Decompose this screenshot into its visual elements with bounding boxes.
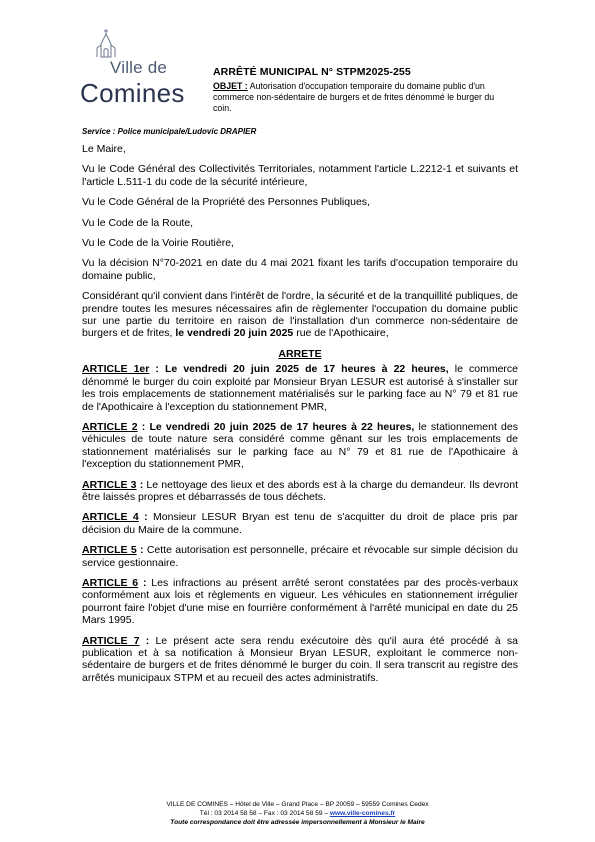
vu-paragraph: Vu le Code Général des Collectivités Territoriales, notamment l'article L.2212-1 et suivants et l'article L.511-1 du code de la sécurité intérieure,	[82, 163, 518, 188]
article-6	[82, 577, 518, 627]
vu-paragraph: Vu le Code Général de la Propriété des Personnes Publiques,	[82, 196, 370, 209]
article-text: Cette autorisation est personnelle, précaire et révocable sur simple décision du service gestionnaire.	[82, 544, 518, 569]
article-text: Les infractions au présent arrêté seront constatées par des procès-verbaux conformément aux lois et règlements en vigueur. Les véhicules en stationnement irrégulier pourront faire l'objet d'une mise en fourrière conformément à l'arrêté municipal en date du 25 Mars 1995.	[82, 576, 518, 627]
objet-label: OBJET :	[213, 81, 248, 91]
article-bold-text: Le vendredi 20 juin 2025 de 17 heures à 22 heures,	[165, 363, 449, 376]
article-7	[82, 635, 518, 685]
intro-line: Le Maire,	[82, 143, 126, 155]
article-sep: :	[136, 544, 147, 557]
article-1	[82, 363, 518, 413]
document-header	[213, 66, 513, 114]
vu-paragraph: Vu la décision N°70-2021 en date du 4 mai 2021 fixant les tarifs d'occupation temporaire du domaine public,	[82, 257, 518, 282]
article-sep: :	[139, 634, 156, 647]
footer-contact	[100, 809, 495, 818]
service-line: Service : Police municipale/Ludovic DRAPIER	[82, 127, 257, 136]
document-footer	[100, 800, 495, 827]
article-label: ARTICLE 2	[82, 420, 138, 433]
article-label: ARTICLE 1er	[82, 363, 150, 376]
article-4	[82, 511, 518, 536]
vu-paragraph: Vu le Code de la Route,	[82, 216, 194, 229]
website-link[interactable]: www.ville-comines.fr	[329, 810, 396, 817]
footer-note: Toute correspondance doit être adressée impersonnellement à Monsieur le Maire	[170, 819, 425, 826]
footer-address: VILLE DE COMINES – Hôtel de Ville – Grand Place – BP 20059 – 59559 Comines Cedex	[166, 801, 429, 808]
footer-phone-fax: Tél : 03 2014 58 58 – Fax : 03 2014 58 59 –	[199, 810, 330, 817]
article-text: Le nettoyage des lieux et des abords est à la charge du demandeur. Ils devront être laissés propres et débarrassés de tous déchets.	[82, 478, 518, 503]
article-text: Monsieur LESUR Bryan est tenu de s'acquitter du droit de place pris par décision du Maire de la commune.	[82, 511, 518, 536]
document-title: ARRÊTÉ MUNICIPAL N° STPM2025-255	[213, 66, 411, 78]
article-text: le stationnement des véhicules de toute nature sera considéré comme gênant sur les trois emplacements de stationnement matérialisés sur le parking face au N° 79 et 81 rue de l'Apothicaire à l'exception du stationnement PMR,	[82, 420, 518, 471]
logo-ville-text: Ville de	[110, 58, 168, 77]
article-sep: :	[136, 478, 147, 491]
article-label: ARTICLE 3	[82, 478, 137, 491]
church-icon	[95, 28, 117, 58]
considerant-text: Considérant qu'il convient dans l'intérêt de l'ordre, la sécurité et de la tranquillité publiques, de prendre toutes les mesures nécessaires afin de règlementer l'occupation du domaine public sur une partie du territoire en raison de l'installation d'un commerce non-sédentaire de burgers et de frites,	[82, 290, 518, 340]
vu-paragraph: Vu le Code de la Voirie Routière,	[82, 237, 234, 250]
article-sep: :	[137, 420, 150, 433]
article-label: ARTICLE 6	[82, 576, 139, 589]
article-label: ARTICLE 5	[82, 544, 137, 557]
article-sep: :	[149, 363, 165, 376]
considerant-paragraph	[82, 290, 518, 340]
considerant-date: le vendredi 20 juin 2025	[172, 327, 294, 340]
logo-comines-text: Comines	[80, 78, 185, 108]
article-sep: :	[138, 576, 152, 589]
article-label: ARTICLE 7	[82, 634, 140, 647]
objet-paragraph	[213, 81, 513, 114]
arrete-heading: ARRETE	[278, 347, 322, 360]
article-3	[82, 479, 518, 504]
article-label: ARTICLE 4	[82, 511, 139, 524]
article-text: Le présent acte sera rendu exécutoire dès qu'il aura été procédé à sa publication et à sa notification à Monsieur Bryan LESUR, exploitant le commerce non-sédentaire de burgers et de frites dénommé le burger du coin. Il sera transcrit au registre des arrêtés municipaux STPM et au recueil des actes administratifs.	[82, 634, 518, 684]
document-body	[82, 143, 518, 692]
article-bold-text: Le vendredi 20 juin 2025 de 17 heures à 22 heures,	[149, 420, 415, 433]
city-logo	[80, 28, 200, 110]
objet-text: Autorisation d'occupation temporaire du domaine public d'un commerce non-sédentaire de burgers et de frites dénommé le burger du coin.	[213, 81, 495, 113]
article-text: le commerce dénommé le burger du coin exploité par Monsieur Bryan LESUR est autorisé à s'installer sur les trois emplacements de stationnement matérialisés sur le parking face au N° 79 et 81 rue de l'Apothicaire à l'exception du stationnement PMR,	[82, 363, 519, 413]
article-sep: :	[138, 511, 154, 524]
article-2	[82, 421, 518, 471]
considerant-end: rue de l'Apothicaire,	[293, 327, 389, 340]
article-5	[82, 544, 518, 569]
